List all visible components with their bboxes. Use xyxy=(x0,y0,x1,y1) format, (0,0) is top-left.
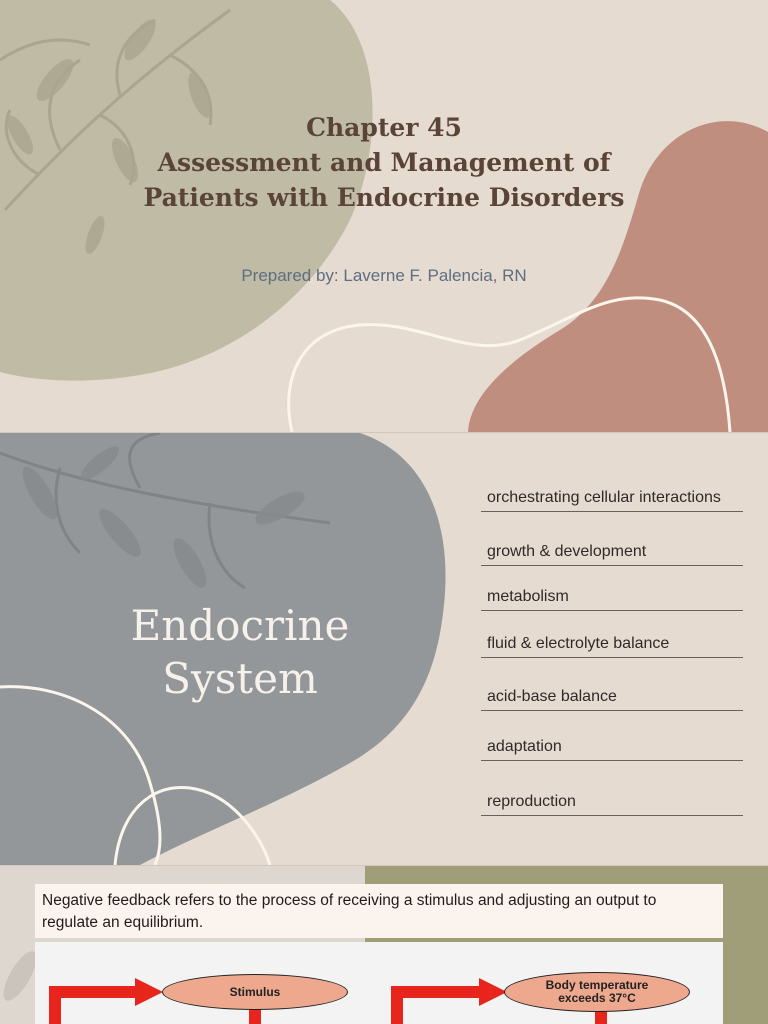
endocrine-system-slide xyxy=(0,433,768,865)
title-line-3: Patients with Endocrine Disorders xyxy=(143,183,625,212)
endo-title-line-2: System xyxy=(162,654,318,703)
endocrine-system-title xyxy=(60,599,420,705)
slide1-background xyxy=(0,0,768,432)
endo-title-line-1: Endocrine xyxy=(130,601,350,650)
negative-feedback-slide xyxy=(0,866,768,1024)
list-item: reproduction xyxy=(481,793,743,816)
list-item: orchestrating cellular interactions xyxy=(481,489,743,512)
negative-feedback-definition: Negative feedback refers to the process of receiving a stimulus and adjusting an output to regulate an equilibrium. xyxy=(35,884,723,938)
oval-right-line-1: Body temperature xyxy=(545,978,649,992)
prepared-by: Prepared by: Laverne F. Palencia, RN xyxy=(241,266,527,285)
body-temperature-oval xyxy=(504,972,690,1012)
feedback-diagram xyxy=(35,942,723,1024)
list-item: metabolism xyxy=(481,588,743,611)
title-line-2: Assessment and Management of xyxy=(157,148,611,177)
list-item: fluid & electrolyte balance xyxy=(481,635,743,658)
title-slide xyxy=(0,0,768,432)
stimulus-oval: Stimulus xyxy=(162,974,348,1010)
slide1-title xyxy=(0,110,768,215)
list-item: acid-base balance xyxy=(481,688,743,711)
list-item: growth & development xyxy=(481,543,743,566)
oval-right-line-2: exceeds 37°C xyxy=(558,991,636,1005)
title-line-1: Chapter 45 xyxy=(306,113,462,142)
list-item: adaptation xyxy=(481,738,743,761)
